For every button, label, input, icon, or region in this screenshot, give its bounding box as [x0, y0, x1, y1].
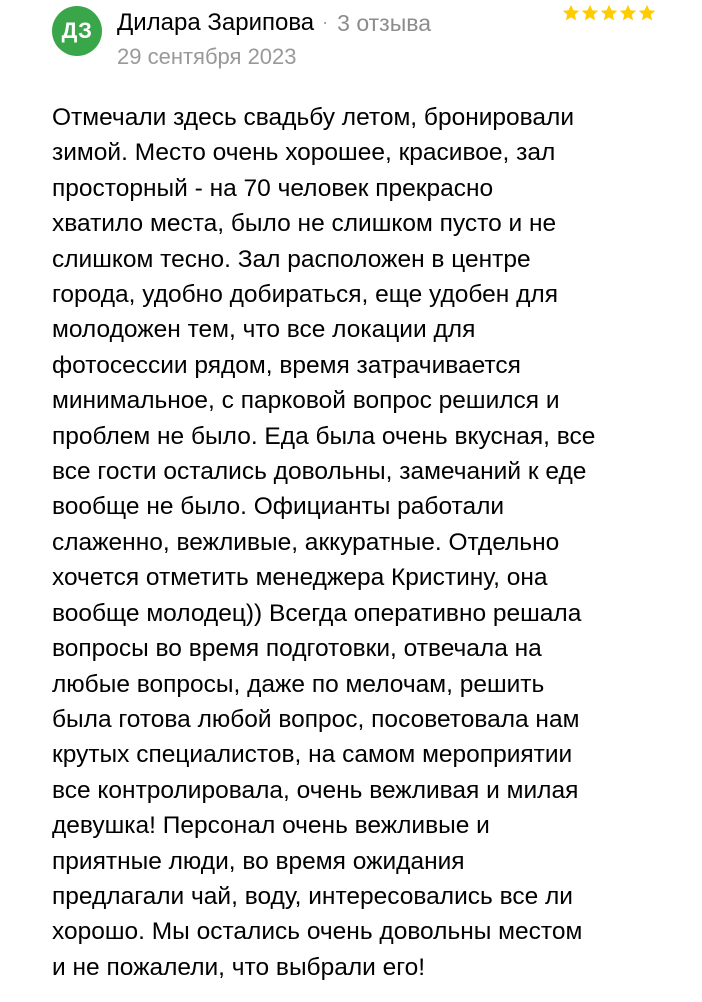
review-text-line: слишком тесно. Зал расположен в центре: [52, 245, 531, 273]
review-text-line: зимой. Место очень хорошее, красивое, зал: [52, 139, 556, 167]
review-date: 29 сентября 2023: [117, 44, 297, 69]
star-filled-icon: [619, 4, 637, 22]
review-text-line: хорошо. Мы остались очень довольны местом: [52, 918, 583, 946]
author-line: [117, 8, 431, 38]
review-text-line: крутых специалистов, на самом мероприятии: [52, 741, 573, 769]
review-text-line: города, удобно добираться, еще удобен для: [52, 281, 558, 309]
review-text-line: вообще молодец)) Всегда оперативно решала: [52, 599, 582, 627]
review-text-line: слаженно, вежливые, аккуратные. Отдельно: [52, 528, 560, 556]
author-review-count-link[interactable]: 3 отзыва: [337, 9, 431, 36]
review-text-line: девушка! Персонал очень вежливые и: [52, 812, 490, 840]
star-filled-icon: [600, 4, 618, 22]
review-text-line: и не пожалели, что выбрали его!: [52, 953, 426, 981]
review-text-line: хватило места, было не слишком пусто и не: [52, 210, 557, 238]
review-text-line: просторный - на 70 человек прекрасно: [52, 174, 494, 202]
rating-stars: [562, 4, 656, 22]
review-text-line: молодожен тем, что все локации для: [52, 316, 476, 344]
avatar[interactable]: ДЗ: [52, 6, 102, 56]
review-text-line: вопросы во время подготовки, отвечала на: [52, 635, 542, 663]
review-text: [52, 100, 672, 985]
review-text-line: любые вопросы, даже по мелочам, решить: [52, 670, 545, 698]
review-text-line: была готова любой вопрос, посоветовала нам: [52, 705, 580, 733]
review-text-line: все контролировала, очень вежливая и милая: [52, 776, 579, 804]
star-filled-icon: [562, 4, 580, 22]
separator-dot: ·: [322, 11, 329, 32]
author-name-link[interactable]: Дилара Зарипова: [117, 9, 315, 36]
review-text-line: предлагали чай, воду, интересовались все ли: [52, 882, 573, 910]
review-text-line: Отмечали здесь свадьбу летом, бронировали: [52, 104, 575, 131]
review-text-line: приятные люди, во время ожидания: [52, 847, 465, 875]
star-filled-icon: [581, 4, 599, 22]
review-text-line: фотосессии рядом, время затрачивается: [52, 351, 521, 379]
review-text-line: проблем не было. Еда была очень вкусная, все: [52, 422, 596, 450]
star-filled-icon: [638, 4, 656, 22]
review-text-line: все гости остались довольны, замечаний к еде: [52, 458, 587, 486]
review-text-line: минимальное, с парковой вопрос решился и: [52, 387, 560, 415]
review-text-line: хочется отметить менеджера Кристину, она: [52, 564, 548, 592]
review-text-line: вообще не было. Официанты работали: [52, 493, 505, 521]
